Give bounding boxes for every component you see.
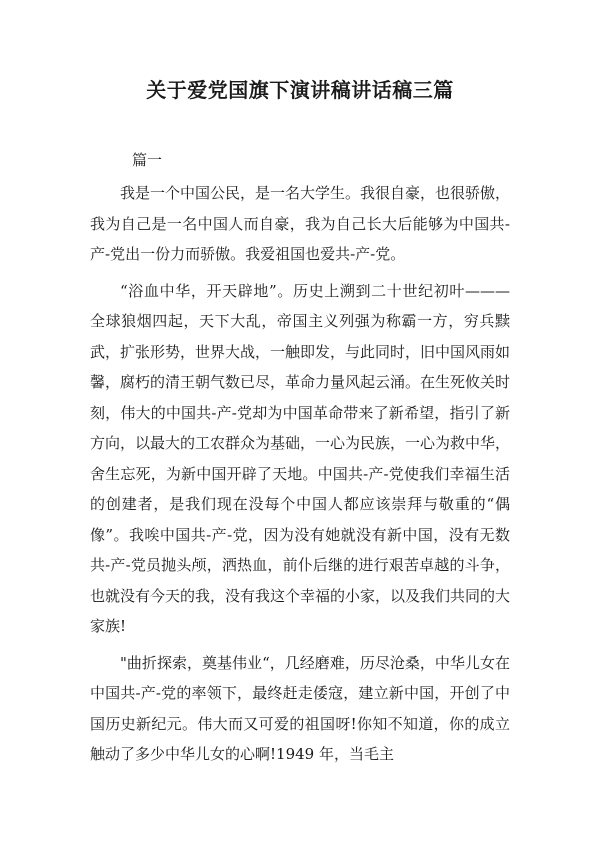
paragraph-3: "曲折探索，奠基伟业“，几经磨难，历尽沧桑，中华儿女在中国共-产-党的率领下，最终赶走倭寇，建立新中国，开创了中国历史新纪元。伟大而又可爱的祖国呀!你知不知道，你的成立触动了多少中华儿女的心啊!1949 年，当毛主	[90, 653, 510, 763]
paragraph-2: “浴血中华，开天辟地”。历史上溯到二十世纪初叶———全球狼烟四起，天下大乱，帝国主义列强为称霸一方，穷兵黩武，扩张形势，世界大战，一触即发，与此同时，旧中国风雨如馨，腐朽的清王朝气数已尽，革命力量风起云涌。在生死攸关时刻，伟大的中国共-产-党却为中国革命带来了新希望，指引了新方向，以最大的工农群众为基础，一心为民族，一心为救中华，舍生忘死，为新中国开辟了天地。中国共-产-党使我们幸福生活的创建者，是我们现在没每个中国人都应该崇拜与敬重的“偶像”。我唉中国共-产-党，因为没有她就没有新中国，没有无数共-产-党员抛头颅，洒热血，前仆后继的进行艰苦卓越的斗争，也就没有今天的我，没有我这个幸福的小家，以及我们共同的大家族!	[90, 281, 511, 635]
section-label: 篇一	[132, 151, 163, 169]
document-title: 关于爱党国旗下演讲稿讲话稿三篇	[146, 78, 454, 102]
paragraph-1: 我是一个中国公民，是一名大学生。我很自豪，也很骄傲，我为自己是一名中国人而自豪，我为自己长大后能够为中国共-产-党出一份力而骄傲。我爱祖国也爱共-产-党。	[90, 184, 511, 263]
document-body	[90, 148, 510, 776]
